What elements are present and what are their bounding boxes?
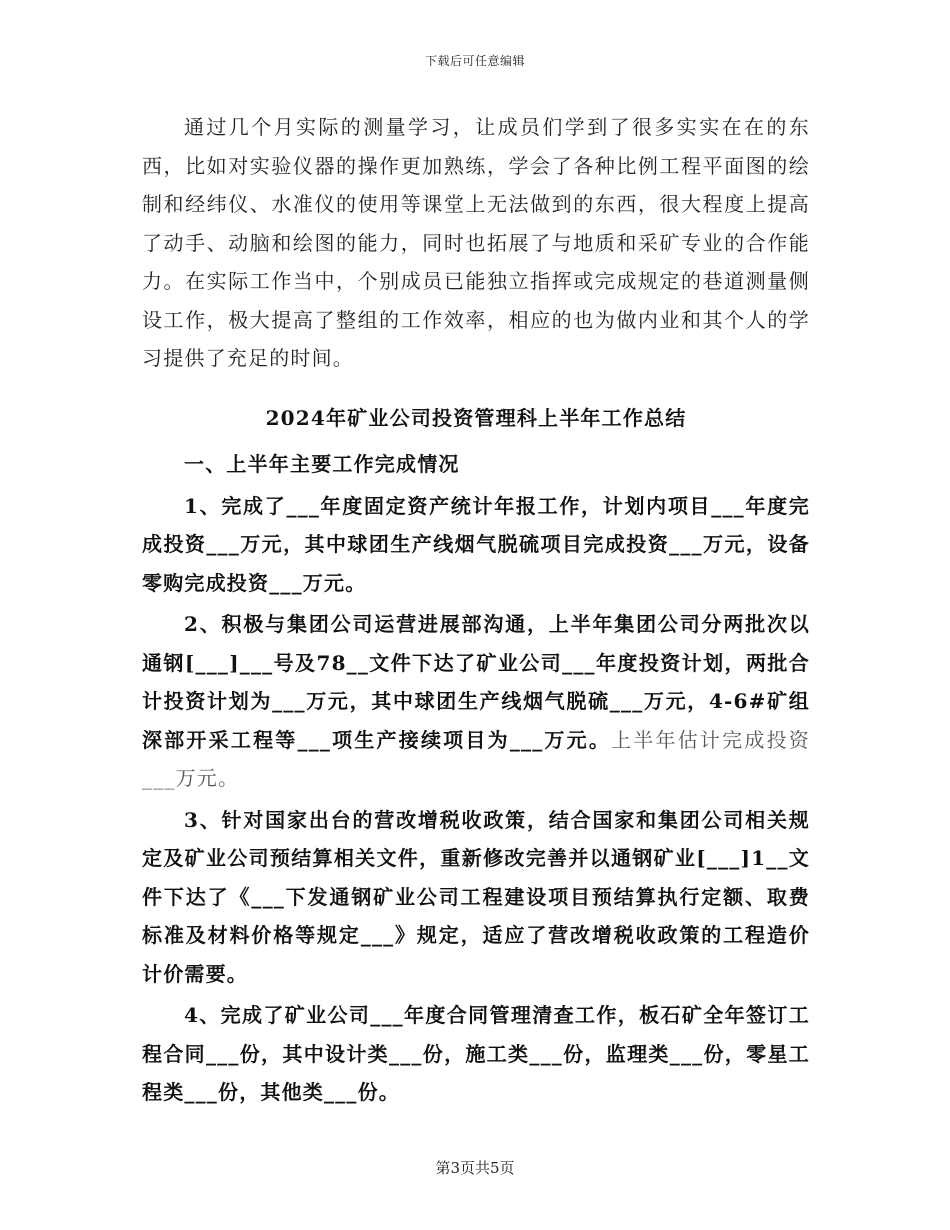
document-title: 2024年矿业公司投资管理科上半年工作总结 [265,405,687,430]
list-item-1: 1、完成了___年度固定资产统计年报工作，计划内项目___年度完成投资___万元，其中球团生产线烟气脱硫项目完成投资___万元，设备零购完成投资___万元。 [142,493,810,595]
page-header: 下载后可任意编辑 [424,54,525,68]
document-body [142,108,810,1112]
page-number: 第3页共5页 [435,1159,515,1177]
list-item-2-tail: 上半年估计完成投资___万元。 [142,727,810,790]
list-item-3: 3、针对国家出台的营改增税收政策，结合国家和集团公司相关规定及矿业公司预结算相关文件，重新修改完善并以通钢矿业[___]1__文件下达了《___下发通钢矿业公司工程建设项目预结算执行定额、取费标准及材料价格等规定___》规定，适应了营改增税收政策的工程造价计价需要。 [142,807,810,986]
list-item-4: 4、完成了矿业公司___年度合同管理清查工作，板石矿全年签订工程合同___份，其中设计类___份，施工类___份，监理类___份，零星工程类___份，其他类___份。 [142,1003,810,1104]
list-item-2 [142,605,810,798]
intro-paragraph: 通过几个月实际的测量学习，让成员们学到了很多实实在在的东西，比如对实验仪器的操作更加熟练，学会了各种比例工程平面图的绘制和经纬仪、水准仪的使用等课堂上无法做到的东西，很大程度上提高了动手、动脑和绘图的能力，同时也拓展了与地质和采矿专业的合作能力。在实际工作当中，个别成员已能独立指挥或完成规定的巷道测量侧设工作，极大提高了整组的工作效率，相应的也为做内业和其个人的学习提供了充足的时间。 [142,115,810,370]
section-title: 一、上半年主要工作完成情况 [184,452,460,476]
list-item-2-text: 2、积极与集团公司运营进展部沟通，上半年集团公司分两批次以通钢[___]___号及78__文件下达了矿业公司___年度投资计划，两批合计投资计划为___万元，其中球团生产线烟气脱硫___万元，4-6#矿组深部开采工程等___项生产接续项目为___万元。 [142,612,810,752]
